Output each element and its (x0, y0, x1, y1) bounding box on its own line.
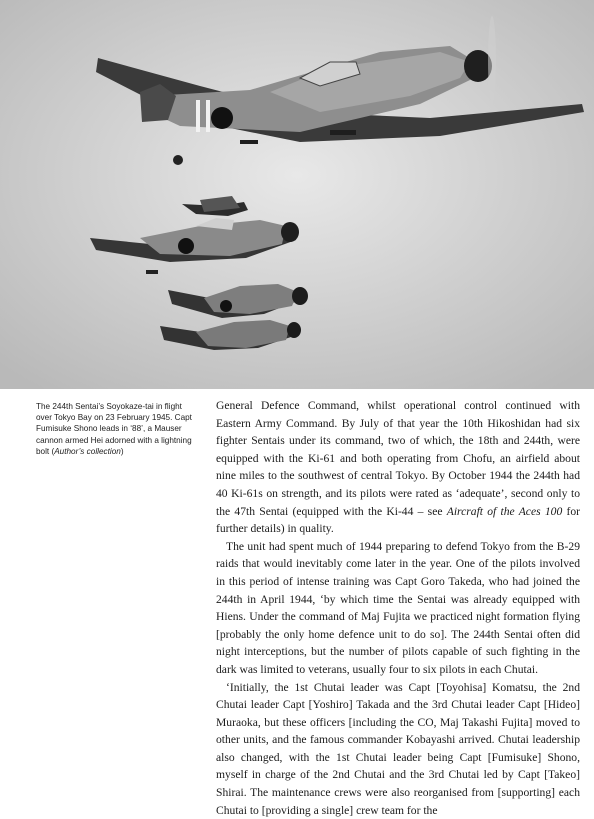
caption-close: ) (121, 447, 124, 456)
paragraph-2: The unit had spent much of 1944 preparing to defend Tokyo from the B-29 raids that would inevitably come later in the year. One of the pilots involved in this period of intense training was Capt Goro Takeda, who had joined the 244th in April 1944, ‘by which time the Sentai was already equipped with Hiens. Under the command of Maj Fujita we practiced night formation flying [probably the only home defence unit to do so]. The 244th Sentai often did night interceptions, but the number of pilots capable of such fighting in the dark was limited to veterans, usually four to six pilots in each Chutai. (216, 538, 580, 679)
paragraph-3: ‘Initially, the 1st Chutai leader was Capt [Toyohisa] Komatsu, the 2nd Chutai leader Capt [Yoshiro] Takada and the 3rd Chutai leader Capt [Hideo] Muraoka, but these officers [including the CO, Maj Takashi Fujita] moved to other units, and the famous commander Kobayashi arrived. Chutai leadership also changed, with the 1st Chutai leader being Capt [Fumisuke] Shono, myself in charge of the 2nd Chutai and the 3rd Chutai led by Capt [Takeo] Shirai. The maintenance crews were also reorganised from [supporting] each Chutai to [providing a single] crew team for the (216, 679, 580, 819)
paragraph-1-part-a: General Defence Command, whilst operational control continued with Eastern Army Command. By July of that year the 10th Hikoshidan had six fighter Sentais under its command, two of which, the 18th and 244th, were equipped with the Ki-61 and both operating from Chofu, an airfield about nine miles to the southwest of central Tokyo. By October 1944 the 244th had 40 Ki-61s on strength, and its pilots were rated as ‘adequate’, second only to the 47th Sentai (equipped with the Ki-44 – see (216, 399, 580, 518)
formation-photo (0, 0, 594, 389)
caption-text: The 244th Sentai’s Soyokaze-tai in flight over Tokyo Bay on 23 February 1945. Capt Fumisuke Shono leads in ‘88’, a Mauser cannon armed Hei adorned with a lightning bolt ( (36, 402, 192, 456)
caption-credit: Author’s collection (54, 447, 121, 456)
body-text (216, 397, 580, 819)
photo-caption (36, 401, 200, 457)
aircraft-formation-illustration (0, 0, 594, 389)
book-title: Aircraft of the Aces 100 (447, 505, 563, 518)
paragraph-1-part-b: for further details) in quality. (216, 505, 580, 536)
paragraph-1 (216, 397, 580, 538)
